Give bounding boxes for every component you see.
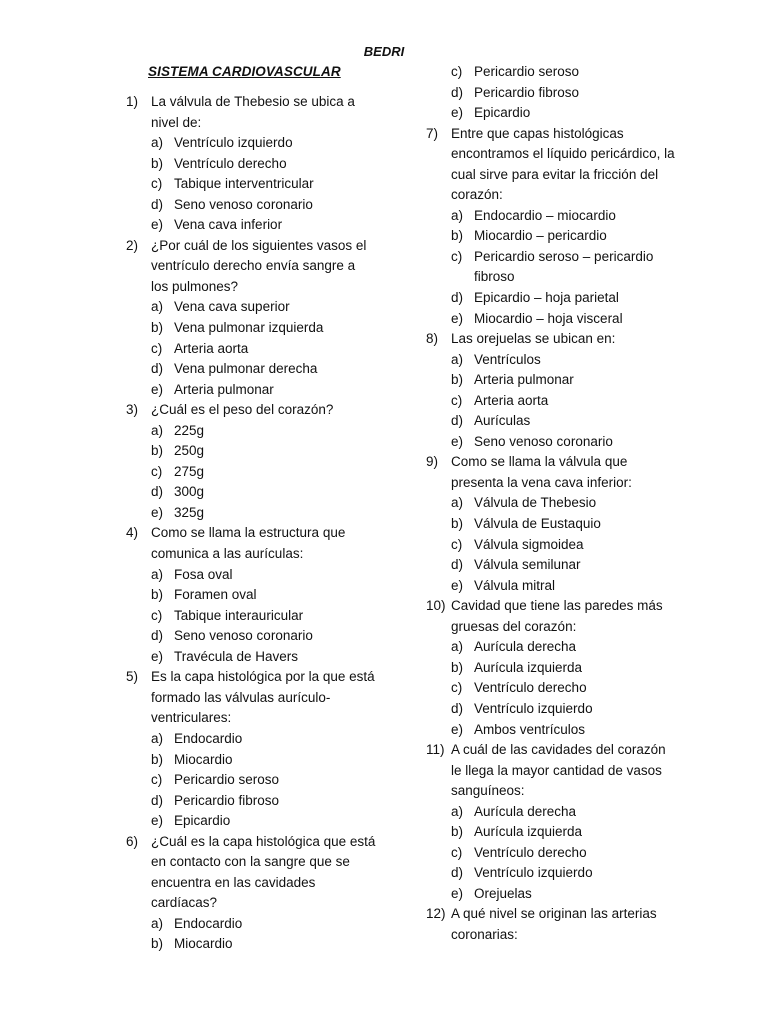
- option-letter: a): [451, 639, 464, 655]
- option-text: Orejuelas: [474, 885, 532, 901]
- answer-option: [426, 535, 676, 556]
- option-letter: a): [151, 135, 164, 151]
- option-text: Válvula mitral: [474, 577, 556, 593]
- option-text: Miocardio: [174, 936, 233, 952]
- option-text: Miocardio: [174, 751, 233, 767]
- option-letter: c): [451, 680, 463, 696]
- question-text: Como se llama la estructura que comunica a las aurículas:: [151, 525, 346, 562]
- answer-option: [426, 720, 676, 741]
- option-text: Ventrículo izquierdo: [474, 700, 593, 716]
- option-text: Pericardio seroso: [474, 64, 580, 79]
- option-letter: d): [451, 290, 464, 306]
- option-letter: d): [451, 557, 464, 573]
- answer-option: [126, 503, 376, 524]
- answer-option: [126, 791, 376, 812]
- option-text: Epicardio – hoja parietal: [474, 290, 619, 306]
- answer-option: [426, 637, 676, 658]
- question: [426, 904, 676, 945]
- option-letter: b): [451, 824, 464, 840]
- right-column: [426, 62, 676, 946]
- option-text: Tabique interventricular: [174, 176, 314, 192]
- answer-option: [426, 62, 676, 83]
- option-text: Pericardio fibroso: [474, 84, 580, 100]
- option-letter: c): [451, 392, 463, 408]
- option-text: Válvula de Eustaquio: [474, 516, 601, 532]
- answer-option: [126, 215, 376, 236]
- answer-option: [426, 699, 676, 720]
- answer-option: [126, 585, 376, 606]
- question-text: La válvula de Thebesio se ubica a nivel de:: [151, 94, 355, 130]
- question-text: ¿Cuál es el peso del corazón?: [151, 402, 334, 418]
- option-letter: d): [451, 413, 464, 429]
- option-text: 250g: [174, 443, 205, 459]
- answer-option: [426, 658, 676, 679]
- option-text: Aurícula izquierda: [474, 824, 583, 840]
- option-text: 325g: [174, 504, 205, 520]
- answer-option: [126, 565, 376, 586]
- question-text: A qué nivel se originan las arterias coronarias:: [451, 906, 657, 942]
- option-letter: c): [451, 248, 463, 264]
- answer-option: [426, 802, 676, 823]
- option-text: Endocardio – miocardio: [474, 207, 616, 223]
- option-text: Arteria aorta: [174, 340, 249, 356]
- option-text: Pericardio seroso – pericardio fibroso: [474, 248, 654, 285]
- answer-option: [426, 432, 676, 453]
- answer-option: [126, 380, 376, 401]
- answer-option: [126, 462, 376, 483]
- option-letter: d): [151, 361, 164, 377]
- answer-option: [426, 288, 676, 309]
- question: [126, 523, 376, 564]
- option-text: Travécula de Havers: [174, 648, 299, 664]
- question-text: Como se llama la válvula que presenta la vena cava inferior:: [451, 454, 632, 490]
- option-text: Vena pulmonar izquierda: [174, 320, 324, 336]
- question-number: 10): [426, 598, 446, 614]
- answer-option: [426, 103, 676, 124]
- option-letter: d): [151, 792, 164, 808]
- answer-option: [126, 482, 376, 503]
- question: [126, 236, 376, 298]
- option-letter: a): [451, 351, 464, 367]
- option-text: Ventrículo izquierdo: [174, 135, 293, 151]
- answer-option: [426, 576, 676, 597]
- answer-option: [126, 934, 376, 955]
- option-letter: e): [451, 885, 464, 901]
- option-letter: e): [451, 433, 464, 449]
- answer-option: [126, 297, 376, 318]
- question-number: 8): [426, 331, 439, 347]
- answer-option: [426, 411, 676, 432]
- question-number: 11): [426, 742, 445, 758]
- question: [426, 452, 676, 493]
- option-letter: d): [151, 628, 164, 644]
- option-text: Pericardio seroso: [174, 772, 280, 788]
- option-text: Ventrículo izquierdo: [474, 865, 593, 881]
- author-name: BEDRI: [363, 44, 405, 59]
- option-text: Miocardio – hoja visceral: [474, 310, 623, 326]
- option-letter: e): [451, 105, 464, 121]
- answer-option: [426, 83, 676, 104]
- option-letter: a): [151, 422, 164, 438]
- option-letter: a): [151, 730, 164, 746]
- answer-option: [426, 247, 676, 288]
- answer-option: [126, 750, 376, 771]
- answer-option: [426, 493, 676, 514]
- option-text: Endocardio: [174, 730, 243, 746]
- option-text: Foramen oval: [174, 587, 257, 603]
- option-letter: b): [151, 155, 164, 171]
- option-letter: b): [151, 443, 164, 459]
- option-text: Aurículas: [474, 413, 531, 429]
- option-letter: e): [151, 217, 164, 233]
- document-title: SISTEMA CARDIOVASCULAR: [148, 64, 341, 79]
- option-letter: e): [151, 813, 164, 829]
- option-letter: a): [451, 803, 464, 819]
- answer-option: [126, 626, 376, 647]
- option-letter: d): [151, 484, 164, 500]
- answer-option: [126, 441, 376, 462]
- option-letter: c): [451, 536, 463, 552]
- answer-option: [126, 914, 376, 935]
- question: [426, 740, 676, 802]
- question-number: 4): [126, 525, 139, 541]
- option-text: Ventrículo derecho: [474, 680, 587, 696]
- answer-option: [126, 811, 376, 832]
- answer-option: [426, 555, 676, 576]
- option-text: Seno venoso coronario: [474, 433, 613, 449]
- option-letter: b): [451, 372, 464, 388]
- answer-option: [126, 359, 376, 380]
- option-text: 275g: [174, 463, 205, 479]
- option-text: Pericardio fibroso: [174, 792, 280, 808]
- option-letter: d): [451, 865, 464, 881]
- answer-option: [426, 863, 676, 884]
- option-letter: b): [451, 659, 464, 675]
- question-text: Cavidad que tiene las paredes más gruesas del corazón:: [451, 598, 663, 634]
- question-number: 1): [126, 94, 139, 109]
- option-text: Epicardio: [474, 105, 531, 121]
- question: [426, 329, 676, 350]
- option-text: Válvula de Thebesio: [474, 495, 597, 511]
- option-text: Vena cava inferior: [174, 217, 283, 233]
- question-text: Es la capa histológica por la que está formado las válvulas aurículo-ventriculares:: [151, 669, 375, 726]
- option-letter: b): [151, 320, 164, 336]
- question-number: 7): [426, 125, 439, 141]
- option-text: Miocardio – pericardio: [474, 228, 607, 244]
- option-text: Endocardio: [174, 915, 243, 931]
- option-letter: c): [151, 176, 163, 192]
- question-text: ¿Cuál es la capa histológica que está en contacto con la sangre que se encuentra en las cavidades cardíacas?: [151, 833, 376, 911]
- answer-option: [426, 370, 676, 391]
- option-letter: e): [151, 648, 164, 664]
- option-text: Tabique interauricular: [174, 607, 304, 623]
- option-letter: a): [151, 299, 164, 315]
- answer-option: [126, 318, 376, 339]
- option-text: 225g: [174, 422, 205, 438]
- answer-option: [126, 729, 376, 750]
- answer-option: [126, 195, 376, 216]
- question-number: 12): [426, 906, 446, 922]
- question-text: Entre que capas histológicas encontramos el líquido pericárdico, la cual sirve para evitar la fricción del corazón:: [451, 125, 675, 203]
- answer-option: [126, 770, 376, 791]
- answer-option: [126, 339, 376, 360]
- question: [126, 667, 376, 729]
- answer-option: [426, 884, 676, 905]
- option-text: Ambos ventrículos: [474, 721, 586, 737]
- answer-option: [126, 133, 376, 154]
- option-letter: c): [451, 64, 463, 79]
- option-text: Aurícula izquierda: [474, 659, 583, 675]
- option-text: Vena cava superior: [174, 299, 290, 315]
- option-letter: c): [151, 607, 163, 623]
- question-number: 2): [126, 237, 139, 253]
- option-text: Epicardio: [174, 813, 231, 829]
- option-text: 300g: [174, 484, 205, 500]
- answer-option: [426, 391, 676, 412]
- option-text: Aurícula derecha: [474, 639, 577, 655]
- question: [126, 832, 376, 914]
- option-letter: b): [151, 587, 164, 603]
- option-text: Arteria pulmonar: [174, 381, 274, 397]
- question: [126, 92, 376, 133]
- option-letter: b): [151, 936, 164, 952]
- option-letter: e): [451, 721, 464, 737]
- option-text: Ventrículo derecho: [174, 155, 287, 171]
- option-text: Arteria aorta: [474, 392, 549, 408]
- question: [426, 596, 676, 637]
- answer-option: [426, 822, 676, 843]
- option-text: Válvula semilunar: [474, 557, 581, 573]
- question-number: 5): [126, 669, 139, 685]
- answer-option: [426, 350, 676, 371]
- option-letter: c): [151, 340, 163, 356]
- question-number: 9): [426, 454, 439, 470]
- option-letter: b): [451, 228, 464, 244]
- option-letter: d): [451, 84, 464, 100]
- option-text: Aurícula derecha: [474, 803, 577, 819]
- answer-option: [426, 514, 676, 535]
- option-text: Fosa oval: [174, 566, 233, 582]
- question: [126, 400, 376, 421]
- question-text: A cuál de las cavidades del corazón le llega la mayor cantidad de vasos sanguíneos:: [451, 742, 666, 799]
- answer-option: [126, 174, 376, 195]
- option-text: Seno venoso coronario: [174, 628, 313, 644]
- question-text: ¿Por cuál de los siguientes vasos el ventrículo derecho envía sangre a los pulmones?: [151, 237, 367, 294]
- option-letter: b): [451, 516, 464, 532]
- option-text: Seno venoso coronario: [174, 196, 313, 212]
- answer-option: [426, 843, 676, 864]
- question-number: 6): [126, 833, 139, 849]
- answer-option: [126, 154, 376, 175]
- answer-option: [426, 226, 676, 247]
- option-letter: a): [151, 566, 164, 582]
- option-letter: c): [151, 772, 163, 788]
- option-text: Válvula sigmoidea: [474, 536, 584, 552]
- answer-option: [426, 206, 676, 227]
- left-column: [126, 92, 376, 955]
- option-letter: a): [451, 495, 464, 511]
- option-letter: a): [151, 915, 164, 931]
- option-letter: b): [151, 751, 164, 767]
- option-text: Vena pulmonar derecha: [174, 361, 318, 377]
- option-letter: a): [451, 207, 464, 223]
- question-text: Las orejuelas se ubican en:: [451, 331, 616, 347]
- option-letter: d): [451, 700, 464, 716]
- option-letter: d): [151, 196, 164, 212]
- answer-option: [126, 606, 376, 627]
- option-letter: e): [451, 577, 464, 593]
- option-letter: c): [151, 463, 163, 479]
- option-letter: e): [151, 381, 164, 397]
- answer-option: [426, 309, 676, 330]
- option-text: Arteria pulmonar: [474, 372, 574, 388]
- answer-option: [426, 678, 676, 699]
- question-number: 3): [126, 402, 139, 418]
- option-text: Ventrículo derecho: [474, 844, 587, 860]
- answer-option: [126, 421, 376, 442]
- answer-option: [126, 647, 376, 668]
- question: [426, 124, 676, 206]
- option-letter: c): [451, 844, 463, 860]
- option-letter: e): [151, 504, 164, 520]
- option-letter: e): [451, 310, 464, 326]
- option-text: Ventrículos: [474, 351, 541, 367]
